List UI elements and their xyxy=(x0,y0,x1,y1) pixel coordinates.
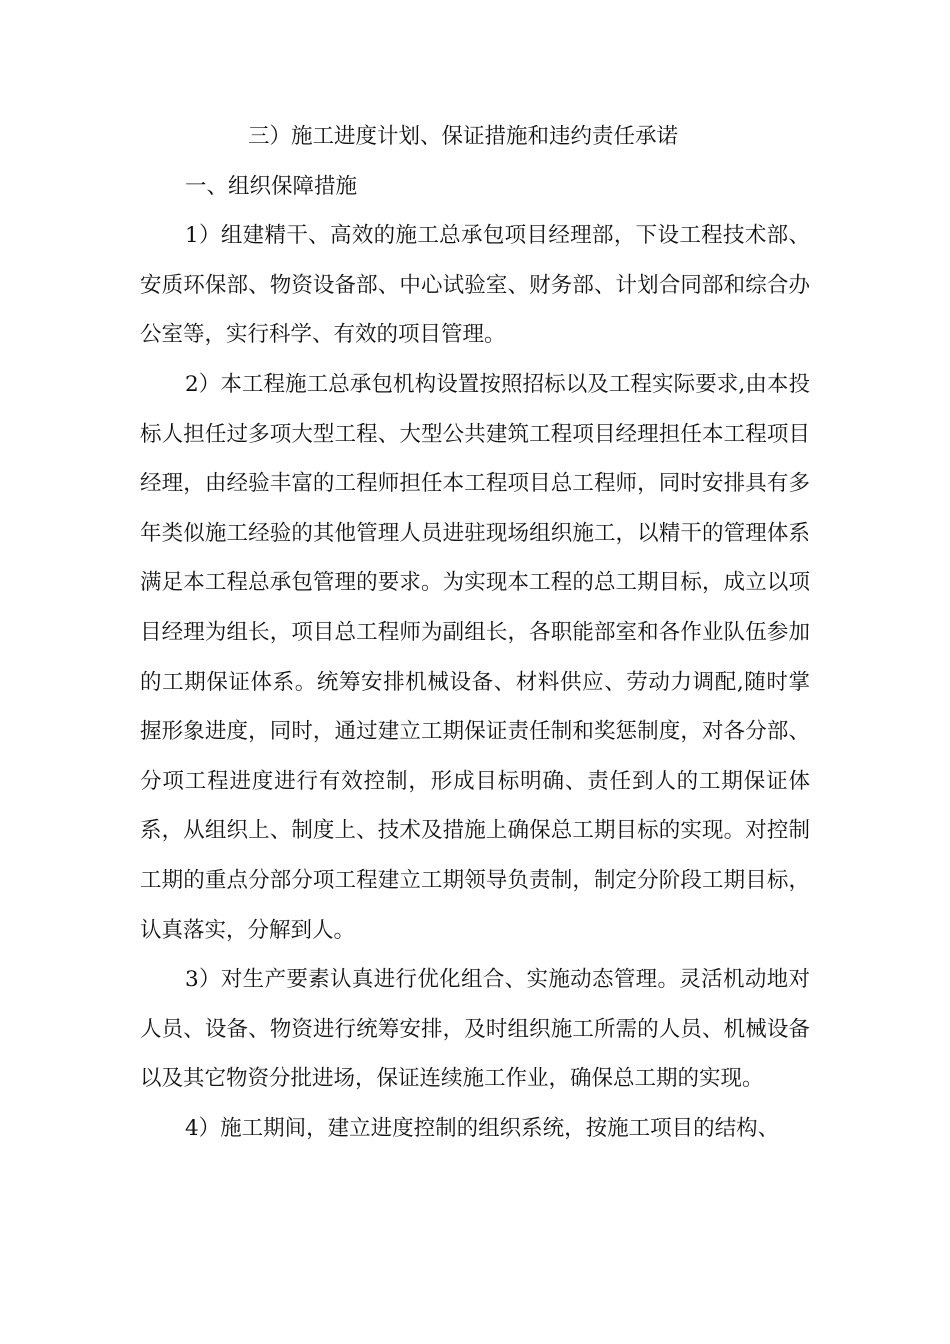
document-title: 三）施工进度计划、保证措施和违约责任承诺 xyxy=(247,124,678,149)
document-body xyxy=(140,112,810,1153)
paragraph-4: 4）施工期间，建立进度控制的组织系统，按施工项目的结构、 xyxy=(185,1115,780,1141)
paragraph-3: 3）对生产要素认真进行优化组合、实施动态管理。灵活机动地对人员、设备、物资进行统筹安排，及时组织施工所需的人员、机械设备以及其它物资分批进场，保证连续施工作业，确保总工期的实现。 xyxy=(140,967,810,1092)
paragraph-1: 1）组建精干、高效的施工总承包项目经理部，下设工程技术部、安质环保部、物资设备部、中心试验室、财务部、计划合同部和综合办公室等，实行科学、有效的项目管理。 xyxy=(140,223,810,348)
paragraph-2: 2）本工程施工总承包机构设置按照招标以及工程实际要求,由本投标人担任过多项大型工程、大型公共建筑工程项目经理担任本工程项目经理，由经验丰富的工程师担任本工程项目总工程师，同时安排具有多年类似施工经验的其他管理人员进驻现场组织施工，以精干的管理体系满足本工程总承包管理的要求。为实现本工程的总工期目标，成立以项目经理为组长，项目总工程师为副组长，各职能部室和各作业队伍参加的工期保证体系。统筹安排机械设备、材料供应、劳动力调配,随时掌握形象进度，同时，通过建立工期保证责任制和奖惩制度，对各分部、分项工程进度进行有效控制，形成目标明确、责任到人的工期保证体系，从组织上、制度上、技术及措施上确保总工期目标的实现。对控制工期的重点分部分项工程建立工期领导负责制，制定分阶段工期目标，认真落实，分解到人。 xyxy=(140,371,810,943)
section-heading: 一、组织保障措施 xyxy=(185,173,358,199)
